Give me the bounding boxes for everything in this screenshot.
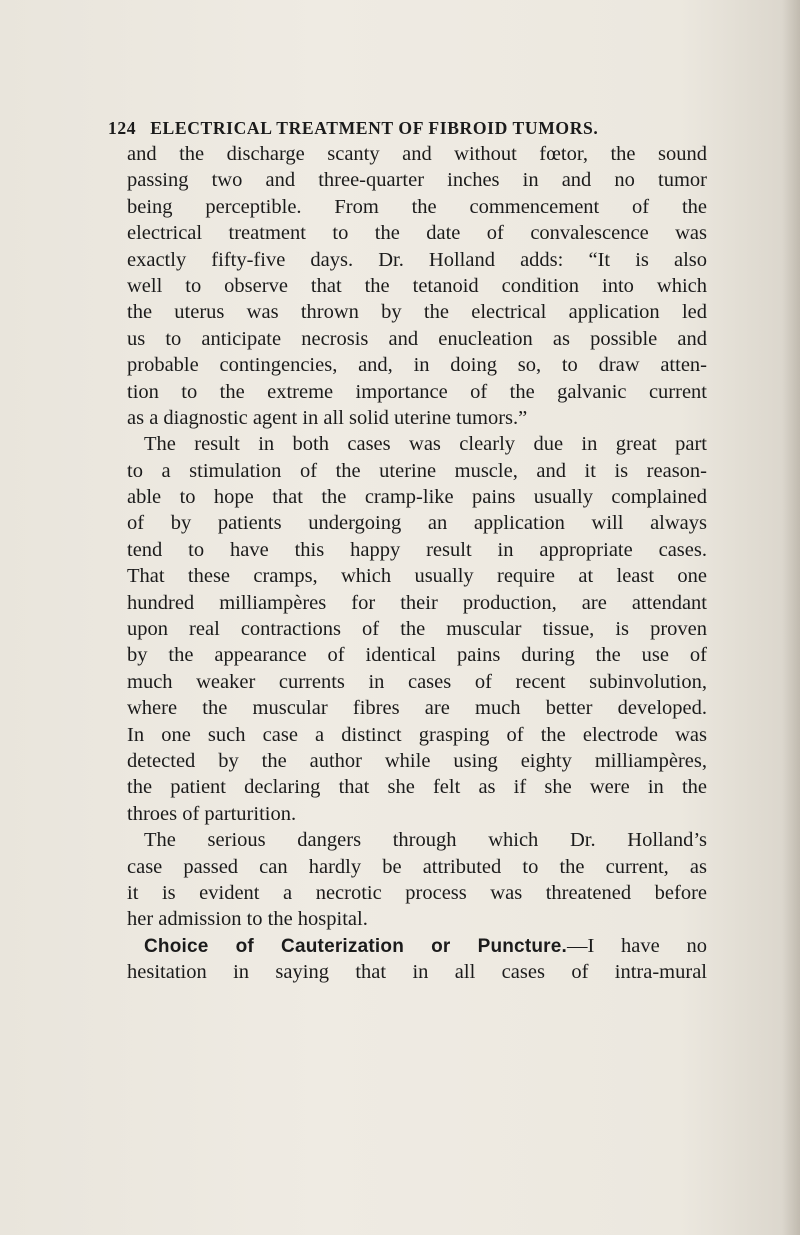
text-line: the uterus was thrown by the electrical application led [127, 301, 707, 324]
section-heading: Choice of Cauterization or Puncture. [144, 935, 567, 957]
text-line: passing two and three-quarter inches in and no tumor [127, 169, 707, 192]
text-line: of by patients undergoing an application will always [127, 512, 707, 535]
text-line: and the discharge scanty and without fœtor, the sound [127, 143, 707, 165]
text-line: The result in both cases was clearly due in great part [144, 433, 707, 456]
text-line: being perceptible. From the commencement of the [127, 195, 707, 218]
running-head [108, 118, 708, 142]
text-line: case passed can hardly be attributed to the current, as [127, 855, 707, 878]
text-line: upon real contractions of the muscular tissue, is proven [127, 618, 707, 641]
body-text [127, 141, 707, 986]
text-line: hesitation in saying that in all cases of intra-mural [127, 961, 707, 984]
text-line: electrical treatment to the date of convalescence was [127, 222, 707, 245]
text-line: tend to have this happy result in appropriate cases. [127, 538, 707, 561]
page-edge-shadow [782, 0, 800, 1235]
text-line: where the muscular fibres are much better developed. [127, 697, 707, 720]
text-line: well to observe that the tetanoid condition into which [127, 274, 707, 297]
section-first-line-rest: —I have no [567, 934, 707, 957]
text-line: detected by the author while using eighty milliampères, [127, 749, 707, 772]
text-line: it is evident a necrotic process was threatened before [127, 881, 707, 904]
text-line: the patient declaring that she felt as if she were in the [127, 776, 707, 799]
text-line: hundred milliampères for their production, are attendant [127, 591, 707, 614]
text-line: by the appearance of identical pains during the use of [127, 644, 707, 667]
text-line: throes of parturition. [127, 802, 297, 825]
page-number: 124 [108, 118, 137, 138]
text-line: much weaker currents in cases of recent subinvolution, [127, 670, 707, 693]
text-line: us to anticipate necrosis and enucleation as possible and [127, 327, 707, 350]
text-line: The serious dangers through which Dr. Holland’s [144, 829, 707, 852]
text-line: In one such case a distinct grasping of the electrode was [127, 723, 707, 746]
text-line: to a stimulation of the uterine muscle, and it is reason- [127, 459, 707, 482]
section-first-line [127, 933, 707, 959]
text-line: exactly fifty-five days. Dr. Holland adds: “It is also [127, 248, 707, 271]
text-line: her admission to the hospital. [127, 908, 368, 931]
text-line: That these cramps, which usually require at least one [127, 565, 707, 588]
text-line: tion to the extreme importance of the galvanic current [127, 380, 707, 403]
text-line: as a diagnostic agent in all solid uterine tumors.” [127, 406, 528, 429]
running-title: ELECTRICAL TREATMENT OF FIBROID TUMORS. [150, 118, 599, 138]
text-line: able to hope that the cramp-like pains usually complained [127, 486, 707, 509]
text-line: probable contingencies, and, in doing so, to draw atten- [127, 354, 707, 377]
